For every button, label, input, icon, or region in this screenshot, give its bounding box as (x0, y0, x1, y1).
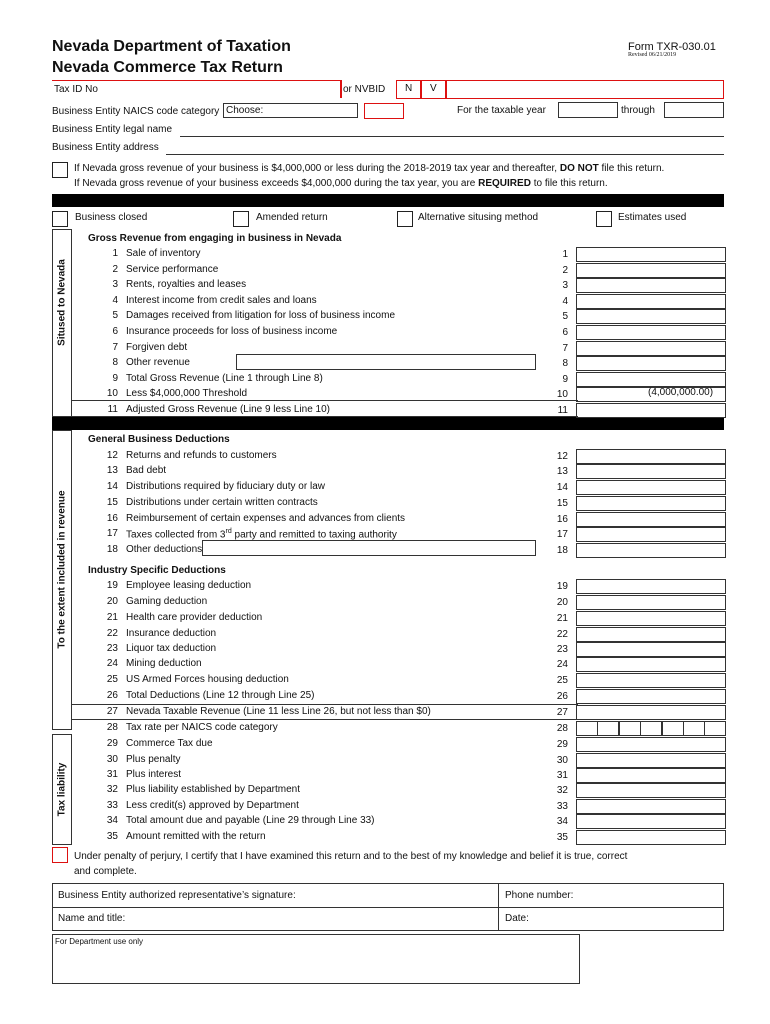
line-number: 35 (106, 831, 118, 842)
line-description: Plus interest (126, 769, 182, 780)
line-ref-number: 26 (556, 691, 568, 702)
line-30-amount-input[interactable] (576, 753, 726, 768)
line-ref-number: 12 (556, 451, 568, 462)
notice-line1: If Nevada gross revenue of your business is $4,000,000 or less during the 2018-2019 tax year and thereafter, DO NOT file this return. (74, 163, 665, 174)
line-number: 28 (106, 722, 118, 733)
line-ref-number: 32 (556, 785, 568, 796)
line-description: Service performance (126, 263, 219, 275)
line-ref-number: 1 (562, 249, 568, 260)
form-subtitle: Nevada Commerce Tax Return (52, 59, 283, 76)
industry-heading: Industry Specific Deductions (88, 565, 226, 576)
line-description: Total Gross Revenue (Line 1 through Line 8) (126, 372, 323, 384)
line-number: 24 (106, 658, 118, 669)
deductions-bar (52, 417, 724, 430)
line-ref-number: 4 (562, 295, 568, 307)
line-20-amount-input[interactable] (576, 595, 726, 610)
other-deductions-describe-input[interactable] (202, 540, 536, 556)
revised-date: Revised 06/21/2019 (628, 52, 677, 58)
line-ref-number: 25 (556, 675, 568, 686)
line-5-amount-input[interactable] (576, 309, 726, 324)
line-description: Total Deductions (Line 12 through Line 25) (126, 690, 315, 701)
line-description: Liquor tax deduction (126, 643, 217, 654)
line-description: Interest income from credit sales and loans (126, 294, 317, 306)
line-28-amount-input[interactable] (576, 721, 726, 736)
line-33-amount-input[interactable] (576, 799, 726, 814)
tax-rate-digit-cell[interactable] (619, 721, 641, 736)
line-29-amount-input[interactable] (576, 737, 726, 752)
line-ref-number: 31 (556, 770, 568, 781)
line-number: 8 (112, 357, 118, 369)
naics-choose: Choose: (226, 105, 264, 116)
line-number: 20 (106, 596, 118, 607)
line-ref-number: 14 (556, 482, 568, 493)
notice-line2: If Nevada gross revenue of your business exceeds $4,000,000 during the tax year, you are REQUIRED to file this return. (74, 178, 608, 189)
line-description: Insurance deduction (126, 628, 217, 639)
line-number: 3 (112, 279, 118, 291)
notice-checkbox[interactable] (52, 162, 68, 178)
nvbid-label: or NVBID (343, 84, 386, 95)
line-17-amount-input[interactable] (576, 527, 726, 542)
line-23-amount-input[interactable] (576, 642, 726, 657)
tax-id-label: Tax ID No (54, 84, 98, 95)
line-description: Distributions under certain written contracts (126, 497, 318, 508)
phone-label: Phone number: (505, 890, 574, 901)
line-ref-number: 15 (556, 498, 568, 509)
line-description: Rents, royalties and leases (126, 279, 247, 291)
line-description: Employee leasing deduction (126, 580, 252, 591)
line-34-amount-input[interactable] (576, 814, 726, 829)
line-ref-number: 24 (556, 659, 568, 670)
tax-rate-digit-cell[interactable] (597, 721, 619, 736)
nvbid-input[interactable] (446, 80, 724, 99)
line-description: Tax rate per NAICS code category (126, 722, 278, 733)
naics-code-input[interactable] (364, 103, 404, 119)
line-number: 1 (112, 248, 118, 259)
line-number: 31 (106, 769, 118, 780)
line-ref-number: 3 (562, 280, 568, 292)
section-bar (52, 194, 724, 207)
line-number: 18 (106, 544, 118, 555)
line-number: 6 (112, 326, 118, 337)
line-ref-number: 22 (556, 629, 568, 640)
line-9-amount-input[interactable] (576, 372, 726, 387)
line-ref-number: 7 (562, 342, 568, 354)
line-number: 15 (106, 497, 118, 508)
tax-rate-digit-cell[interactable] (640, 721, 662, 736)
line-number: 7 (112, 341, 118, 353)
line-description: Forgiven debt (126, 341, 188, 353)
taxable-year-label: For the taxable year (457, 105, 546, 116)
line-description: Bad debt (126, 465, 167, 476)
line-ref-number: 28 (556, 723, 568, 734)
line-ref-number: 23 (556, 644, 568, 655)
threshold-value: (4,000,000.00) (648, 387, 714, 398)
line-ref-number: 10 (556, 389, 568, 401)
line-6-amount-input[interactable] (576, 325, 726, 340)
line-description: Less credit(s) approved by Department (126, 800, 299, 811)
line-24-amount-input[interactable] (576, 657, 726, 672)
line-ref-number: 2 (562, 264, 568, 276)
line-15-amount-input[interactable] (576, 496, 726, 511)
line-number: 13 (106, 465, 118, 476)
line-number: 5 (112, 310, 118, 322)
line-description: Less $4,000,000 Threshold (126, 388, 248, 400)
line-description: Plus penalty (126, 754, 181, 765)
naics-label: Business Entity NAICS code category (52, 106, 220, 117)
line-ref-number: 9 (562, 373, 568, 385)
liability-label: Tax liability (56, 762, 68, 817)
line-description: Taxes collected from 3rd party and remitted to taxing authority (126, 528, 397, 541)
amended-return-label: Amended return (256, 212, 328, 223)
line-description: Reimbursement of certain expenses and advances from clients (126, 513, 406, 524)
line-number: 32 (106, 784, 118, 795)
line-ref-number: 11 (557, 405, 568, 416)
line-number: 17 (106, 528, 118, 539)
line-1-amount-input[interactable] (576, 247, 726, 262)
line-14-amount-input[interactable] (576, 480, 726, 495)
line-description: Other deductions (126, 544, 203, 555)
line-ref-number: 29 (556, 739, 568, 750)
certify-checkbox[interactable] (52, 847, 68, 863)
line-ref-number: 16 (556, 514, 568, 525)
tax-id-input[interactable] (340, 80, 342, 98)
tax-rate-digit-cell[interactable] (576, 721, 598, 736)
gross-heading: Gross Revenue from engaging in business in Nevada (88, 233, 342, 244)
alt-situs-label: Alternative situsing method (418, 212, 539, 223)
taxable-year-to-input[interactable] (664, 102, 724, 118)
line-number: 34 (106, 815, 118, 826)
signature-label: Business Entity authorized representative’s signature: (58, 890, 296, 901)
line-11-amount-input[interactable] (576, 403, 726, 418)
line-18-amount-input[interactable] (576, 543, 726, 558)
line-31-amount-input[interactable] (576, 768, 726, 783)
line-description: Gaming deduction (126, 596, 208, 607)
line-ref-number: 18 (556, 545, 568, 556)
certify-line2: and complete. (74, 866, 137, 877)
tax-rate-digit-cell[interactable] (683, 721, 705, 736)
line-ref-number: 13 (556, 466, 568, 477)
taxable-year-from-input[interactable] (558, 102, 618, 118)
tax-rate-digit-cell[interactable] (662, 721, 684, 736)
line-description: Other revenue (126, 357, 190, 369)
line-number: 14 (106, 481, 118, 492)
address-label: Business Entity address (52, 142, 159, 153)
business-closed-label: Business closed (75, 212, 148, 223)
line-number: 25 (106, 674, 118, 685)
line-number: 23 (106, 643, 118, 654)
line-ref-number: 21 (556, 613, 568, 624)
line-number: 19 (106, 580, 118, 591)
line-description: Plus liability established by Department (126, 784, 300, 795)
line-number: 27 (106, 706, 118, 717)
line-description: Damages received from litigation for loss of business income (126, 310, 396, 322)
line-26-amount-input[interactable] (576, 689, 726, 704)
certify-line1: Under penalty of perjury, I certify that I have examined this return and to the best of my knowledge and belief it is true, correct (74, 851, 628, 862)
line-27-amount-input[interactable] (576, 705, 726, 720)
line-number: 10 (106, 388, 118, 400)
line-description: Sale of inventory (126, 248, 201, 259)
address-input[interactable] (166, 154, 724, 155)
line-ref-number: 19 (556, 581, 568, 592)
line-number: 12 (106, 450, 118, 461)
line-ref-number: 27 (556, 707, 568, 718)
amended-return-checkbox[interactable] (233, 211, 249, 227)
line-description: US Armed Forces housing deduction (126, 674, 289, 685)
line-25-amount-input[interactable] (576, 673, 726, 688)
form-title: Nevada Department of Taxation (52, 38, 291, 55)
line-description: Health care provider deduction (126, 612, 263, 623)
line-21-amount-input[interactable] (576, 611, 726, 626)
line-12-amount-input[interactable] (576, 449, 726, 464)
line-ref-number: 6 (562, 327, 568, 338)
line-description: Insurance proceeds for loss of business income (126, 326, 338, 337)
line-number: 26 (106, 690, 118, 701)
line-number: 29 (106, 738, 118, 749)
line-number: 4 (112, 294, 118, 306)
estimates-label: Estimates used (618, 212, 687, 223)
line-ref-number: 8 (562, 358, 568, 370)
extent-label: To the extent included in revenue (56, 490, 68, 649)
line-ref-number: 35 (556, 832, 568, 843)
line-number: 21 (106, 612, 118, 623)
nvbid-prefix-n: N (405, 83, 413, 94)
line-3-amount-input[interactable] (576, 278, 726, 293)
line-number: 22 (106, 628, 118, 639)
other-revenue-describe-input[interactable] (236, 354, 536, 370)
through-label: through (621, 105, 655, 116)
general-heading: General Business Deductions (88, 434, 230, 445)
line-number: 16 (106, 513, 118, 524)
naics-select[interactable] (223, 103, 358, 118)
line-number: 11 (107, 404, 118, 415)
form-id: Form TXR-030.01 (628, 41, 716, 53)
nvbid-prefix-v: V (430, 83, 437, 94)
line-ref-number: 5 (562, 311, 568, 323)
line-32-amount-input[interactable] (576, 783, 726, 798)
line-ref-number: 33 (556, 801, 568, 812)
line-13-amount-input[interactable] (576, 464, 726, 479)
date-label: Date: (505, 913, 529, 924)
line-8-amount-input[interactable] (576, 356, 726, 371)
line-22-amount-input[interactable] (576, 627, 726, 642)
line-description: Total amount due and payable (Line 29 through Line 33) (126, 815, 375, 826)
department-use-label: For Department use only (55, 937, 144, 946)
line-35-amount-input[interactable] (576, 830, 726, 845)
alt-situs-checkbox[interactable] (397, 211, 413, 227)
line-19-amount-input[interactable] (576, 579, 726, 594)
line-2-amount-input[interactable] (576, 263, 726, 278)
line-description: Nevada Taxable Revenue (Line 11 less Line 26, but not less than $0) (126, 706, 431, 717)
line-ref-number: 17 (556, 529, 568, 540)
line-4-amount-input[interactable] (576, 294, 726, 309)
legal-name-input[interactable] (180, 136, 724, 137)
line-ref-number: 34 (556, 816, 568, 827)
line-description: Returns and refunds to customers (126, 450, 277, 461)
line-description: Distributions required by fiduciary duty or law (126, 481, 325, 492)
line-number: 2 (112, 263, 118, 275)
line-description: Mining deduction (126, 658, 202, 669)
line-description: Adjusted Gross Revenue (Line 9 less Line 10) (126, 404, 331, 415)
name-title-label: Name and title: (58, 913, 126, 924)
line-number: 33 (106, 800, 118, 811)
line-description: Amount remitted with the return (126, 831, 266, 842)
line-16-amount-input[interactable] (576, 512, 726, 527)
line-number: 30 (106, 754, 118, 765)
line-description: Commerce Tax due (126, 738, 213, 749)
sitused-label: Sitused to Nevada (56, 259, 68, 346)
tax-rate-digit-cell[interactable] (704, 721, 726, 736)
line-7-amount-input[interactable] (576, 341, 726, 356)
line-ref-number: 20 (556, 597, 568, 608)
legal-name-label: Business Entity legal name (52, 124, 173, 135)
estimates-checkbox[interactable] (596, 211, 612, 227)
line-ref-number: 30 (556, 755, 568, 766)
line-number: 9 (112, 372, 118, 384)
